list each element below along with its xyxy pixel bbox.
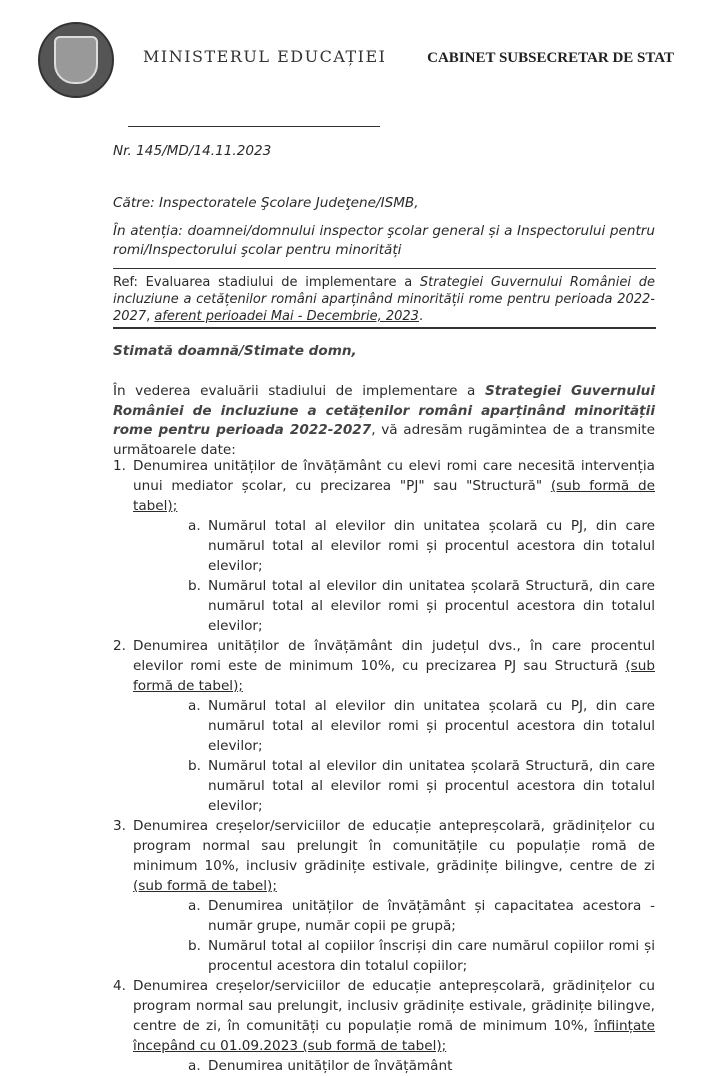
- ref-strategy: Strategiei Guvernului României de incluziune a cetățenilor români aparținând minorității rome pentru perioada 2022-2027: [113, 275, 655, 324]
- item-underlined: înființate începând cu 01.09.2023 (sub formă de tabel);: [133, 1018, 655, 1054]
- item-underlined: (sub formă de tabel);: [133, 878, 277, 894]
- reference: [113, 274, 655, 325]
- ref-end: .: [418, 309, 424, 324]
- sub-text: Denumirea unităților de învățământ: [208, 1058, 453, 1074]
- sub-item: [133, 516, 655, 576]
- item-underlined: (sub formă de tabel);: [133, 658, 655, 694]
- sub-text: Numărul total al copiilor înscriși din care numărul copiilor romi și procentul acestora din totalul copiilor;: [208, 938, 655, 974]
- list-item: [113, 976, 655, 1076]
- item-text: [133, 976, 655, 1056]
- item-number: 2.: [113, 638, 126, 654]
- sub-text: Numărul total al elevilor din unitatea școlară Structură, din care numărul total al elevilor romi și procentul acestora din totalul elevilor;: [208, 578, 655, 634]
- divider-bottom: [113, 327, 656, 329]
- item-number: 3.: [113, 818, 126, 834]
- sub-item: [133, 696, 655, 756]
- item-body: Denumirea unităților de învățământ din județul dvs., în care procentul elevilor romi este de minimum 10%, cu precizarea PJ sau Structură: [133, 638, 655, 674]
- item-body: Denumirea unităților de învățământ cu elevi romi care necesită intervenția unui mediator școlar, cu precizarea "PJ" sau "Structură": [133, 458, 655, 494]
- registration-line: [128, 126, 380, 127]
- attention-line: În atenția: doamnei/domnului inspector şcolar general și a Inspectorului pentru romi/Inspectorului şcolar pentru minorități: [113, 223, 655, 258]
- recipient: Către: Inspectoratele Şcolare Judeţene/ISMB,: [113, 195, 419, 211]
- intro-prefix: În vederea evaluării stadiului de implementare a: [113, 383, 485, 399]
- intro-strategy: Strategiei Guvernului României de incluziune a cetățenilor români aparținând minorității rome pentru perioada 2022-2027: [113, 383, 656, 438]
- request-list: [113, 456, 655, 1076]
- ref-sep: ,: [146, 309, 155, 324]
- item-body: Denumirea creșelor/serviciilor de educație antepreșcolară, grădinițelor cu program normal sau prelungit, inclusiv grădinițe estivale, grădinițe bilingve, centre de zi, în comunități cu populație romă de minimum 10%,: [133, 978, 655, 1034]
- item-body: Denumirea creșelor/serviciilor de educație antepreșcolară, grădinițelor cu program normal sau prelungit în comunitățile cu populație romă de minimum 10%, inclusiv grădinițe estivale, grădinițe bilingve, centre de zi: [133, 818, 655, 874]
- sub-letter: b.: [188, 758, 201, 774]
- ref-period: aferent perioadei Mai - Decembrie, 2023: [154, 309, 419, 324]
- sub-text: Numărul total al elevilor din unitatea școlară cu PJ, din care numărul total al elevilor romi și procentul acestora din totalul elevilor;: [208, 518, 655, 574]
- list-item: [113, 636, 655, 816]
- document-number: Nr. 145/MD/14.11.2023: [113, 143, 272, 159]
- item-text: [133, 636, 655, 696]
- sub-text: Numărul total al elevilor din unitatea școlară cu PJ, din care numărul total al elevilor romi și procentul acestora din totalul elevilor;: [208, 698, 655, 754]
- list-item: [113, 816, 655, 976]
- sub-letter: b.: [188, 938, 201, 954]
- item-text: [133, 816, 655, 896]
- item-number: 1.: [113, 458, 126, 474]
- salutation: Stimată doamnă/Stimate domn,: [113, 343, 357, 359]
- sub-letter: a.: [188, 898, 201, 914]
- government-seal-logo: [38, 22, 114, 98]
- sub-text: Denumirea unităților de învățământ și capacitatea acestora - număr grupe, număr copii pe grupă;: [208, 898, 655, 934]
- sub-letter: b.: [188, 578, 201, 594]
- sub-item: [133, 936, 655, 976]
- intro-suffix: , vă adresăm rugămintea de a transmite următoarele date:: [113, 422, 655, 458]
- sub-item: [133, 576, 655, 636]
- sub-letter: a.: [188, 698, 201, 714]
- item-underlined: (sub formă de tabel);: [133, 478, 655, 514]
- list-item: [113, 456, 655, 636]
- item-text: [133, 456, 655, 516]
- sub-item: [133, 1056, 655, 1076]
- ministry-name: MINISTERUL EDUCAȚIEI: [143, 47, 387, 66]
- ref-prefix: Ref: Evaluarea stadiului de implementare a: [113, 275, 420, 290]
- sub-item: [133, 756, 655, 816]
- sub-letter: a.: [188, 518, 201, 534]
- item-number: 4.: [113, 978, 126, 994]
- coat-of-arms-icon: [54, 36, 98, 84]
- sub-text: Numărul total al elevilor din unitatea școlară Structură, din care numărul total al elevilor romi și procentul acestora din totalul elevilor;: [208, 758, 655, 814]
- cabinet-name: CABINET SUBSECRETAR DE STAT: [427, 50, 674, 66]
- divider-top: [113, 268, 656, 269]
- sub-item: [133, 896, 655, 936]
- sub-letter: a.: [188, 1058, 201, 1074]
- intro-paragraph: [113, 382, 655, 460]
